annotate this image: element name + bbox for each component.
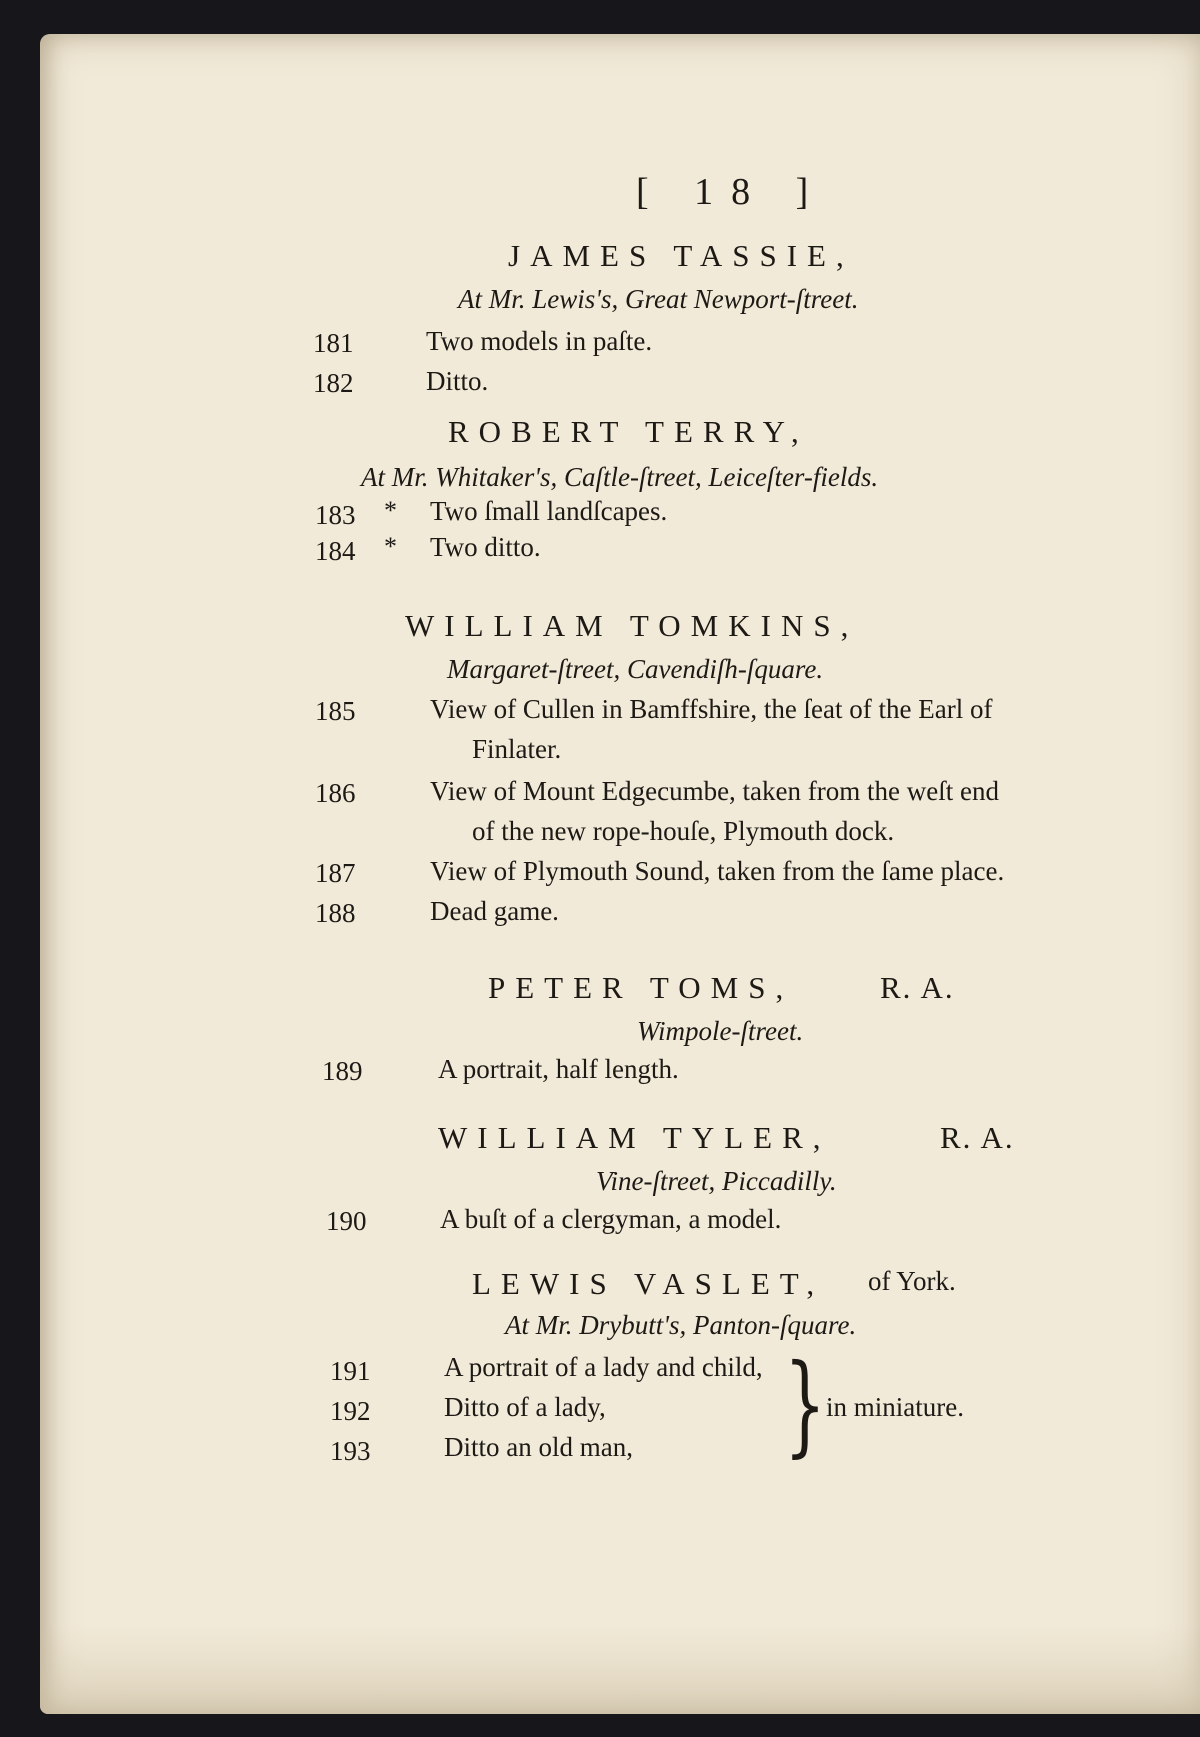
entry-text: View of Cullen in Bamffshire, the ſeat of the Earl of (430, 694, 993, 724)
artist-name: ROBERT TERRY, (448, 414, 809, 449)
artist-address: Margaret-ſtreet, Cavendiſh-ſquare. (447, 654, 824, 684)
entry-number: 187 (315, 858, 356, 888)
entry-number: 190 (326, 1206, 367, 1236)
entry-number: 191 (330, 1356, 371, 1386)
group-note: in miniature. (826, 1392, 964, 1422)
entry-text: Two ditto. (430, 532, 541, 562)
entry-text: Two ſmall landſcapes. (430, 496, 668, 526)
artist-address: At Mr. Whitaker's, Caſtle-ſtreet, Leiceſter-fields. (361, 462, 879, 492)
artist-address: At Mr. Drybutt's, Panton-ſquare. (505, 1310, 857, 1340)
entry-text: A portrait, half length. (438, 1054, 679, 1084)
entry-text: View of Mount Edgecumbe, taken from the weſt end (430, 776, 999, 806)
entry-text: View of Plymouth Sound, taken from the ſame place. (430, 856, 1005, 886)
artist-name: WILLIAM TYLER, (438, 1120, 831, 1155)
entry-number: 186 (315, 778, 356, 808)
artist-name-suffix: R. A. (880, 970, 955, 1005)
entry-marker: * (384, 496, 397, 525)
entry-number: 193 (330, 1436, 371, 1466)
entry-number: 184 (315, 536, 356, 566)
entry-text: Ditto an old man, (444, 1432, 633, 1462)
entry-number: 181 (313, 328, 354, 358)
entry-number: 185 (315, 696, 356, 726)
entry-number: 188 (315, 898, 356, 928)
entry-number: 189 (322, 1056, 363, 1086)
entry-text: Dead game. (430, 896, 559, 926)
artist-address: Wimpole-ſtreet. (637, 1016, 804, 1046)
entry-number: 192 (330, 1396, 371, 1426)
entry-text: Ditto. (426, 366, 489, 396)
entry-number: 182 (313, 368, 354, 398)
artist-name: LEWIS VASLET, (472, 1266, 825, 1301)
entry-text-continuation: of the new rope-houſe, Plymouth dock. (472, 816, 895, 846)
entry-text: A portrait of a lady and child, (444, 1352, 763, 1382)
artist-name: JAMES TASSIE, (508, 238, 854, 273)
artist-address: Vine-ſtreet, Piccadilly. (596, 1166, 837, 1196)
artist-name: PETER TOMS, (488, 970, 794, 1005)
artist-name-suffix: R. A. (940, 1120, 1015, 1155)
page-folio: [ 18 ] (636, 171, 827, 213)
curly-brace: } (784, 1340, 826, 1468)
entry-text-continuation: Finlater. (472, 734, 562, 764)
book-page (40, 34, 1200, 1714)
entry-marker: * (384, 532, 397, 561)
entry-number: 183 (315, 500, 356, 530)
entry-text: A buſt of a clergyman, a model. (440, 1204, 782, 1234)
artist-address: At Mr. Lewis's, Great Newport-ſtreet. (458, 284, 859, 314)
artist-name: WILLIAM TOMKINS, (405, 608, 859, 643)
entry-text: Ditto of a lady, (444, 1392, 606, 1422)
artist-name-suffix: of York. (868, 1266, 956, 1296)
entry-text: Two models in paſte. (426, 326, 653, 356)
